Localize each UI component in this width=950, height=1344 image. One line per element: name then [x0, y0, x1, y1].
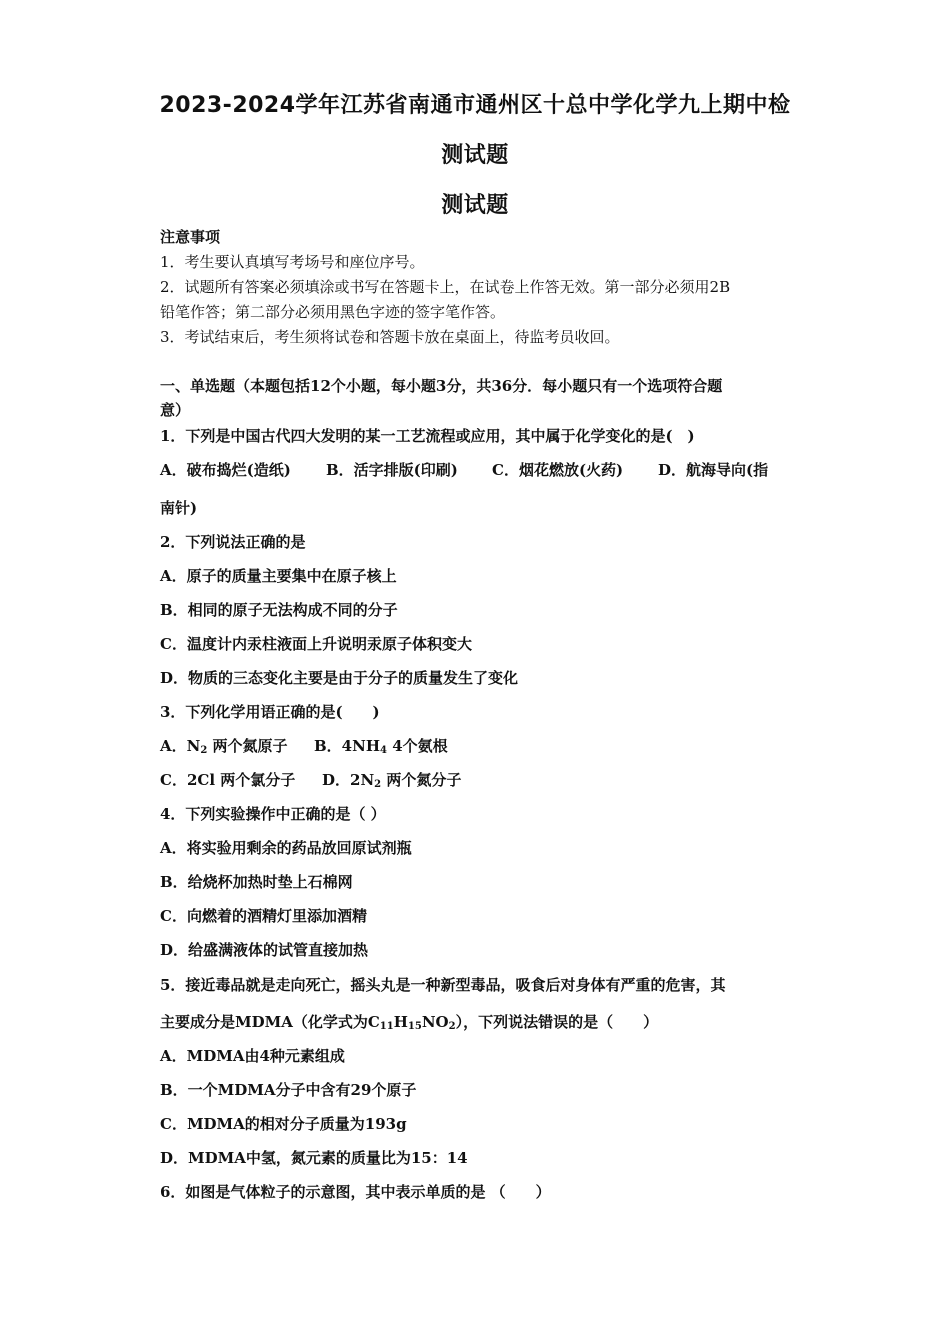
q1-options: [160, 460, 800, 480]
q1-option-d-cont: 南针): [160, 499, 198, 517]
notice-item-3: 3．考试结束后，考生须将试卷和答题卡放在桌面上，待监考员收回。: [160, 328, 620, 346]
notice-heading: 注意事项: [160, 228, 221, 246]
q5-option-d: D．MDMA中氢，氮元素的质量比为15：14: [160, 1149, 468, 1167]
q3-option-a: A．$N_2$ 两个氮原子: [160, 737, 288, 756]
q6-stem: 6．如图是气体粒子的示意图，其中表示单质的是 （ ）: [160, 1183, 551, 1201]
q4-option-d: D．给盛满液体的试管直接加热: [160, 941, 369, 959]
q5-option-a: A．MDMA由4种元素组成: [160, 1047, 345, 1065]
q4-option-c: C．向燃着的酒精灯里添加酒精: [160, 907, 367, 925]
q1-option-b: B．活字排版(印刷): [326, 461, 458, 479]
exam-title-line3: 测试题: [441, 193, 509, 218]
notice-item-2-cont: 铅笔作答；第二部分必须用黑色字迹的签字笔作答。: [160, 303, 506, 321]
section-heading: 一、单选题（本题包括12个小题，每小题3分，共36分．每小题只有一个选项符合题: [160, 377, 723, 395]
q1-option-a: A．破布捣烂(造纸): [160, 461, 291, 479]
q4-option-b: B．给烧杯加热时垫上石棉网: [160, 873, 353, 891]
q2-option-c: C．温度计内汞柱液面上升说明汞原子体积变大: [160, 635, 472, 653]
q5-option-b: B．一个MDMA分子中含有29个原子: [160, 1081, 417, 1099]
q1-option-d: D．航海导向(指: [658, 461, 769, 479]
q4-stem: 4．下列实验操作中正确的是（ ）: [160, 805, 386, 823]
q3-option-d: D．$2N_2$ 两个氮分子: [322, 771, 462, 790]
q4-option-a: A．将实验用剩余的药品放回原试剂瓶: [160, 839, 412, 857]
q3-option-c: C．2Cl 两个氯分子: [160, 771, 296, 789]
notice-item-1: 1．考生要认真填写考场号和座位序号。: [160, 253, 425, 271]
section-heading-cont: 意）: [160, 401, 191, 419]
exam-title-line1: 2023-2024学年江苏省南通市通州区十总中学化学九上期中检: [159, 93, 791, 118]
q2-stem: 2．下列说法正确的是: [160, 533, 306, 551]
q2-option-d: D．物质的三态变化主要是由于分子的质量发生了变化: [160, 669, 519, 687]
q1-stem: 1．下列是中国古代四大发明的某一工艺流程或应用，其中属于化学变化的是( ): [160, 427, 695, 445]
q5-stem: 5．接近毒品就是走向死亡，摇头丸是一种新型毒品，吸食后对身体有严重的危害，其: [160, 976, 726, 994]
q2-option-a: A．原子的质量主要集中在原子核上: [160, 567, 397, 585]
q3-options-row1: [160, 736, 800, 756]
q3-stem: 3．下列化学用语正确的是( ): [160, 703, 380, 721]
q3-option-b: B．$4NH_4$ 4个氨根: [314, 737, 448, 756]
exam-title-line2: 测试题: [441, 143, 509, 168]
notice-item-2: 2．试题所有答案必须填涂或书写在答题卡上，在试卷上作答无效。第一部分必须用2B: [160, 278, 731, 296]
q1-option-c: C．烟花燃放(火药): [492, 461, 624, 479]
q5-option-c: C．MDMA的相对分子质量为193g: [160, 1115, 407, 1133]
q3-options-row2: [160, 770, 800, 790]
q2-option-b: B．相同的原子无法构成不同的分子: [160, 601, 398, 619]
q5-stem-cont: 主要成分是MDMA（化学式为$C_{11}H_{15}NO_2$），下列说法错误的是（ ）: [160, 1013, 659, 1032]
